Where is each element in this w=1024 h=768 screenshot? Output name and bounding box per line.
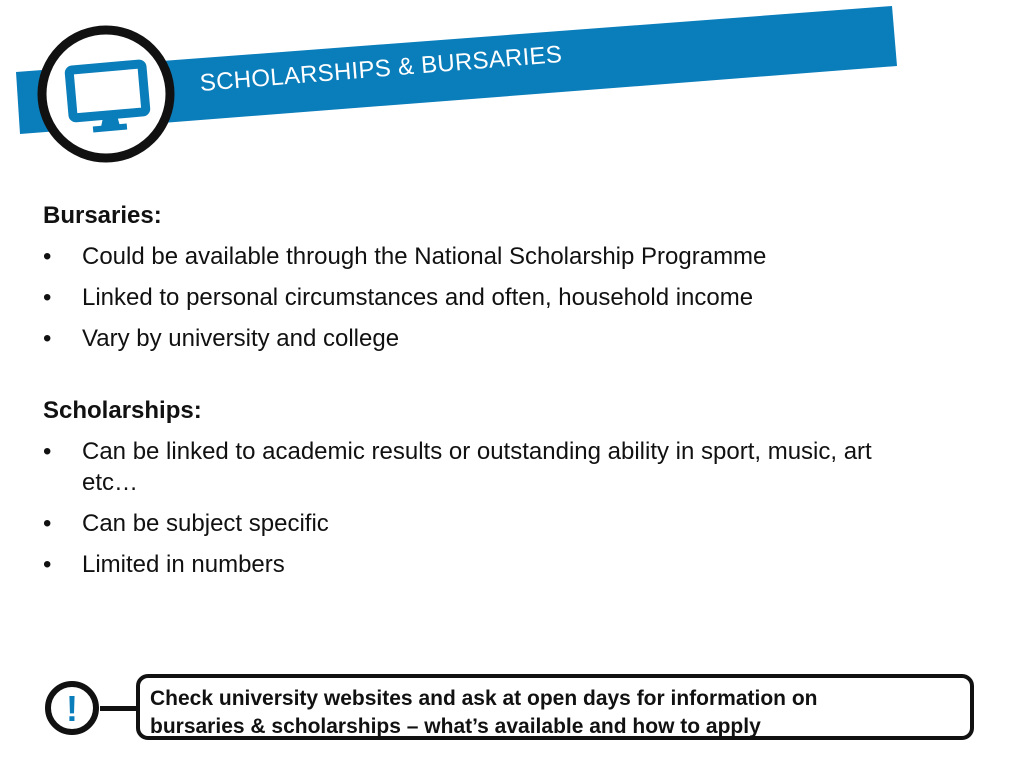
- scholarships-section: [43, 395, 923, 580]
- banner-graphic: [0, 0, 1024, 180]
- title-banner: [0, 0, 1024, 180]
- scholarships-list: [43, 436, 923, 580]
- callout-connector: [100, 706, 140, 711]
- list-item: • Limited in numbers: [43, 549, 923, 580]
- list-item: • Vary by university and college: [43, 323, 923, 354]
- callout-line-2: bursaries & scholarships – what’s available and how to apply: [150, 715, 761, 738]
- list-item: • Could be available through the National Scholarship Programme: [43, 241, 923, 272]
- exclamation-icon: [44, 680, 100, 736]
- list-item: • Can be subject specific: [43, 508, 923, 539]
- page-title: SCHOLARSHIPS & BURSARIES: [198, 40, 564, 97]
- list-item: • Can be linked to academic results or outstanding ability in sport, music, art etc…: [43, 436, 923, 498]
- exclamation-symbol: !: [66, 688, 78, 729]
- list-item: • Linked to personal circumstances and often, household income: [43, 282, 923, 313]
- bursaries-section: [43, 200, 923, 354]
- scholarships-heading: Scholarships:: [43, 397, 202, 424]
- bursaries-heading: Bursaries:: [43, 202, 162, 229]
- icon-circle: [42, 30, 170, 158]
- callout-box: [136, 674, 974, 740]
- callout-line-1: Check university websites and ask at open days for information on: [150, 687, 818, 710]
- main-content: [43, 200, 923, 621]
- bursaries-list: [43, 241, 923, 354]
